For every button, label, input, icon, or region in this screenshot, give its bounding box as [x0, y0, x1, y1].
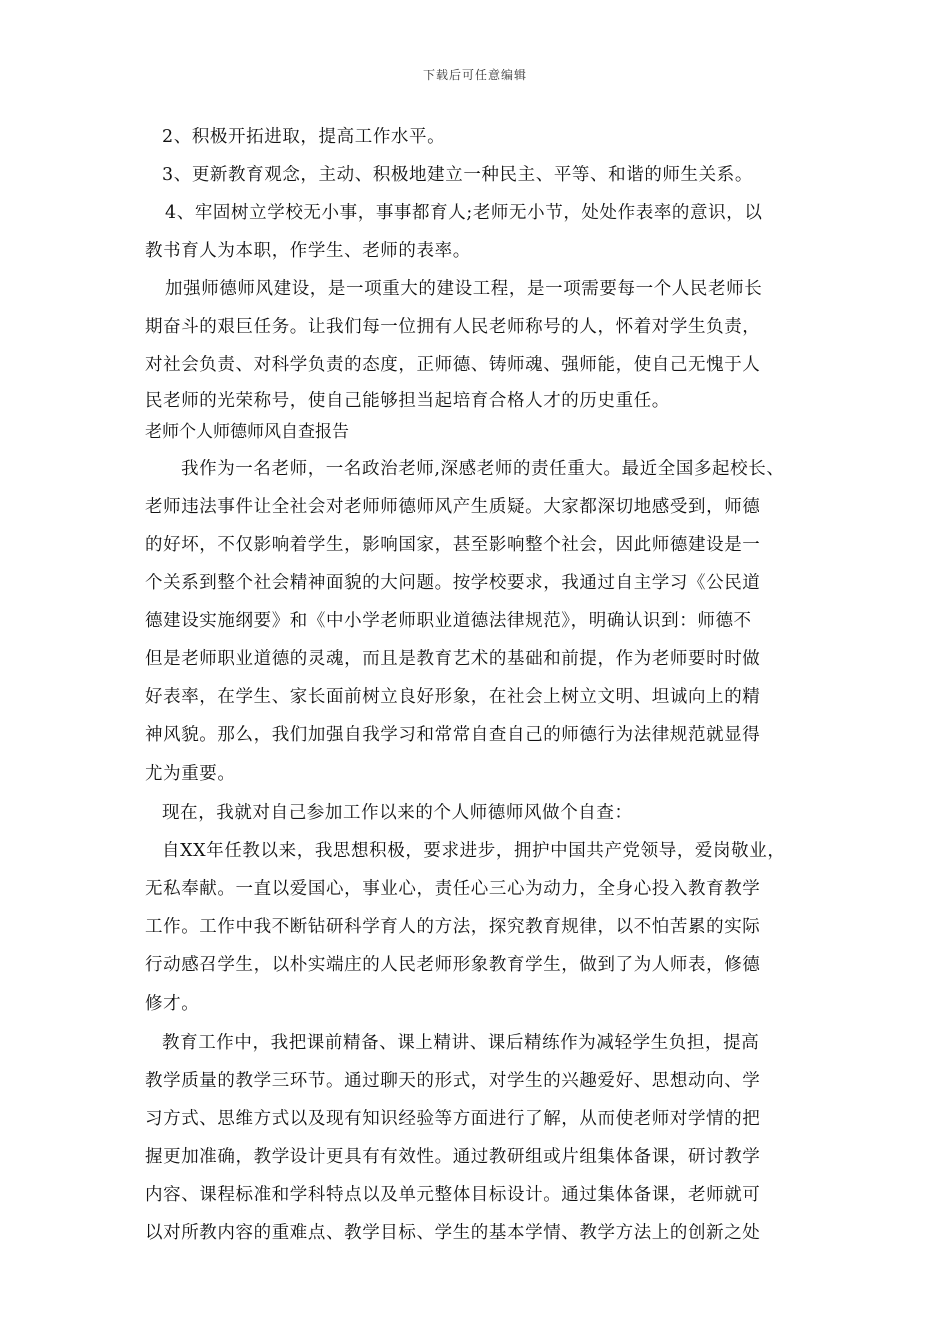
section-title: 老师个人师德师风自查报告 [145, 422, 349, 442]
paragraph-line: 教育工作中，我把课前精备、课上精讲、课后精练作为减轻学生负担，提高 [162, 1033, 760, 1053]
paragraph-line: 个关系到整个社会精神面貌的大问题。按学校要求，我通过自主学习《公民道 [145, 573, 761, 593]
list-item: 4、牢固树立学校无小事，事事都育人;老师无小节，处处作表率的意识，以 [165, 203, 763, 223]
paragraph-line: 习方式、思维方式以及现有知识经验等方面进行了解，从而使老师对学情的把 [145, 1109, 761, 1129]
paragraph-line: 教学质量的教学三环节。通过聊天的形式，对学生的兴趣爱好、思想动向、学 [145, 1071, 761, 1091]
list-item: 3、更新教育观念，主动、积极地建立一种民主、平等、和谐的师生关系。 [162, 165, 753, 185]
paragraph-line: 行动感召学生，以朴实端庄的人民老师形象教育学生，做到了为人师表，修德 [145, 955, 761, 975]
page-header: 下载后可任意编辑 [422, 68, 527, 82]
document-body [145, 118, 815, 1252]
paragraph-line: 握更加准确，教学设计更具有有效性。通过教研组或片组集体备课，研讨教学 [145, 1147, 761, 1167]
closing-paragraph [145, 270, 815, 418]
paragraph-line: 好表率，在学生、家长面前树立良好形象，在社会上树立文明、坦诚向上的精 [145, 687, 761, 707]
paragraph-line: 神风貌。那么，我们加强自我学习和常常自查自己的师德行为法律规范就显得 [145, 725, 761, 745]
list-item-continuation: 教书育人为本职，作学生、老师的表率。 [145, 241, 471, 261]
paragraph-line: 但是老师职业道德的灵魂，而且是教育艺术的基础和前提，作为老师要时时做 [145, 649, 761, 669]
paragraph-line: 老师违法事件让全社会对老师师德师风产生质疑。大家都深切地感受到，师德 [145, 497, 761, 517]
paragraph-line: 期奋斗的艰巨任务。让我们每一位拥有人民老师称号的人，怀着对学生负责， [145, 317, 761, 337]
paragraph-line: 以对所教内容的重难点、教学目标、学生的基本学情、教学方法上的创新之处 [145, 1223, 761, 1243]
goals-list [145, 118, 815, 270]
paragraph-line: 的好坏，不仅影响着学生，影响国家，甚至影响整个社会，因此师德建设是一 [145, 535, 761, 555]
paragraph-line: 德建设实施纲要》和《中小学老师职业道德法律规范》，明确认识到：师德不 [145, 611, 752, 631]
paragraph-line: 我作为一名老师，一名政治老师,深感老师的责任重大。最近全国多起校长、 [181, 459, 785, 479]
paragraph-line: 现在，我就对自己参加工作以来的个人师德师风做个自查： [162, 803, 633, 823]
paragraph-line: 修才。 [145, 994, 200, 1014]
paragraph-line: 工作。工作中我不断钻研科学育人的方法，探究教育规律，以不怕苦累的实际 [145, 917, 761, 937]
paragraph-line: 对社会负责、对科学负责的态度，正师德、铸师魂、强师能，使自己无愧于人 [145, 355, 761, 375]
paragraph-line: 自XX年任教以来，我思想积极，要求进步，拥护中国共产党领导，爱岗敬业， [162, 841, 786, 861]
paragraph-line: 尤为重要。 [145, 764, 236, 784]
paragraph-line: 加强师德师风建设，是一项重大的建设工程，是一项需要每一个人民老师长 [165, 279, 763, 299]
list-item: 2、积极开拓进取，提高工作水平。 [162, 127, 446, 147]
paragraph-line: 内容、课程标准和学科特点以及单元整体目标设计。通过集体备课，老师就可 [145, 1185, 761, 1205]
self-check-paragraph [145, 832, 815, 1024]
teaching-paragraph [145, 1024, 815, 1252]
self-check-intro [145, 794, 815, 832]
paragraph-line: 民老师的光荣称号，使自己能够担当起培育合格人才的历史重任。 [145, 391, 670, 411]
paragraph-line: 无私奉献。一直以爱国心，事业心，责任心三心为动力，全身心投入教育教学 [145, 879, 761, 899]
intro-paragraph [145, 450, 815, 794]
